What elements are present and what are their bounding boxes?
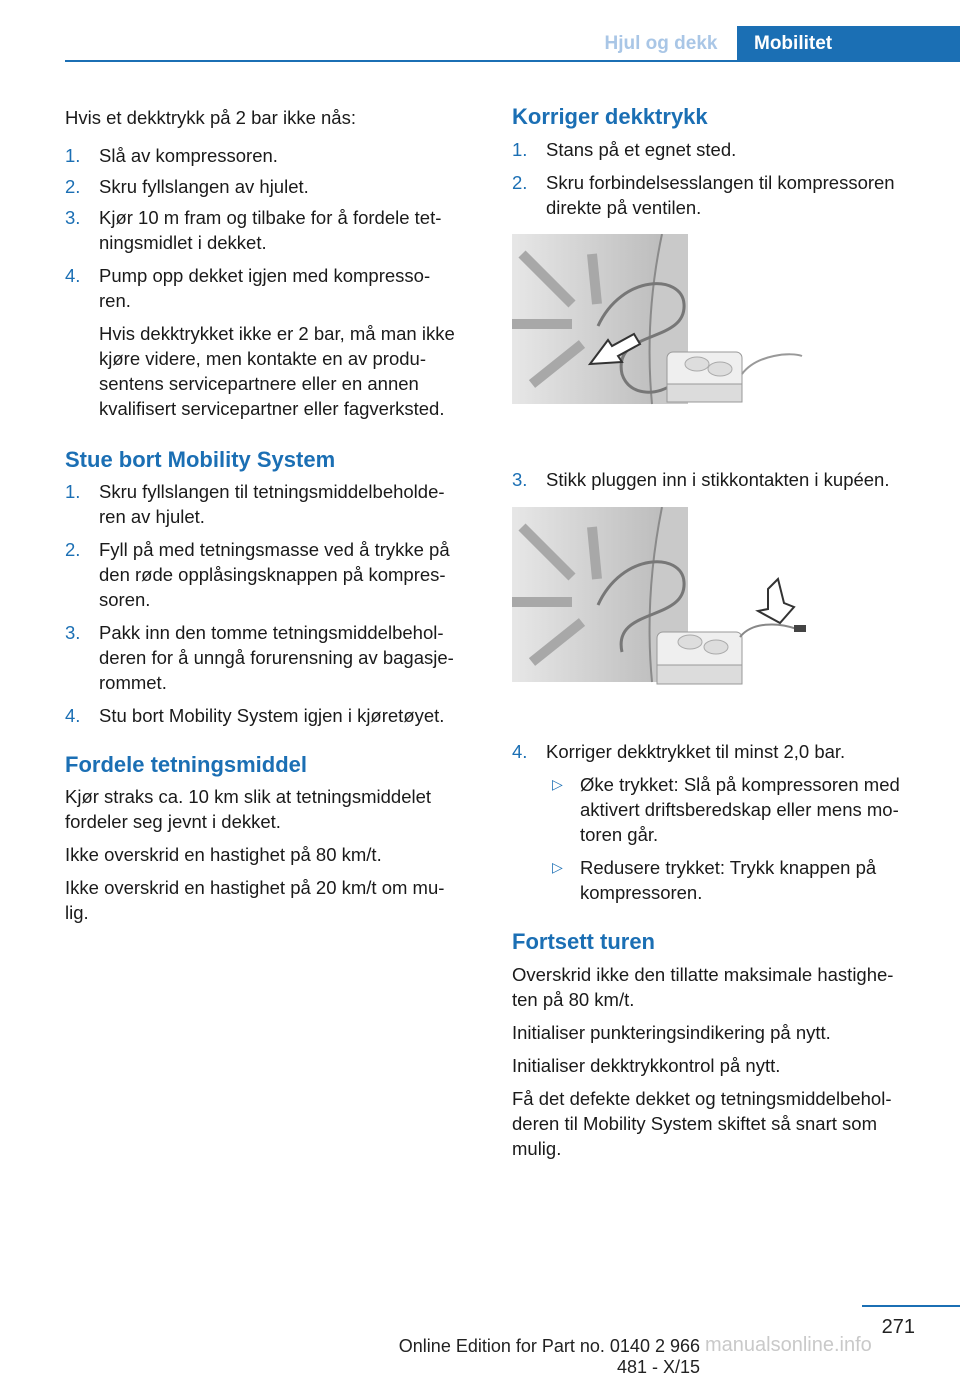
bullet-2-line2: kompressoren. [580,882,703,903]
list2-item-1-line1: Skru fyllslangen til tetningsmiddelbeholde- [99,481,445,502]
list1-item-1: Slå av kompressoren. [99,145,278,166]
bullet-triangle-icon: ▷ [552,776,563,792]
step-num-2: 2. [512,172,528,193]
list2-item-3-line2: deren for å unngå forurensning av bagasje- [99,647,454,668]
distribute-p3-line2: lig. [65,902,89,923]
step-2-line2: direkte på ventilen. [546,197,702,218]
compressor-plug-illustration [512,507,812,692]
list2-num-1: 1. [65,481,81,502]
continue-p4-line3: mulig. [512,1138,562,1159]
list1-num-4: 4. [65,265,81,286]
list2-item-2-line1: Fyll på med tetningsmasse ved å trykke på [99,539,450,560]
list2-num-3: 3. [65,622,81,643]
heading-korriger: Korriger dekktrykk [512,104,708,129]
edition-text: Online Edition for Part no. 0140 2 966 481 - X/15 [398,1336,700,1377]
list1-num-1: 1. [65,145,81,166]
list2-num-2: 2. [65,539,81,560]
heading-fortsett: Fortsett turen [512,929,655,954]
page-number: 271 [881,1316,915,1338]
list2-num-4: 4. [65,705,81,726]
tab-hjul-og-dekk[interactable]: Hjul og dekk [604,33,718,54]
list1-item-4-line2: ren. [99,290,131,311]
note-line-1: Hvis dekktrykket ikke er 2 bar, må man ikke [99,323,455,344]
distribute-p1-line2: fordeler seg jevnt i dekket. [65,811,281,832]
continue-p1-line1: Overskrid ikke den tillatte maksimale hastighe- [512,964,894,985]
list1-num-2: 2. [65,176,81,197]
continue-p1-line2: ten på 80 km/t. [512,989,635,1010]
bullet-triangle-icon: ▷ [552,859,563,875]
list2-item-2-line3: soren. [99,589,151,610]
header-rule [65,60,960,62]
list2-item-4: Stu bort Mobility System igjen i kjøretøyet. [99,705,445,726]
list1-item-3-line1: Kjør 10 m fram og tilbake for å fordele tet- [99,207,442,228]
watermark: manualsonline.info [705,1334,872,1356]
continue-p2: Initialiser punkteringsindikering på nytt. [512,1022,831,1043]
step-num-3: 3. [512,469,528,490]
tab-mobilitet[interactable]: Mobilitet [737,26,960,61]
step-num-4: 4. [512,741,528,762]
list1-item-2: Skru fyllslangen av hjulet. [99,176,309,197]
intro-text: Hvis et dekktrykk på 2 bar ikke nås: [65,107,356,128]
list1-item-4-line1: Pump opp dekket igjen med kompresso- [99,265,431,286]
bullet-2-line1: Redusere trykket: Trykk knappen på [580,857,877,878]
heading-fordele: Fordele tetningsmiddel [65,752,308,777]
compressor-valve-illustration [512,234,812,414]
list2-item-2-line2: den røde opplåsingsknappen på kompres- [99,564,446,585]
step-3-text: Stikk pluggen inn i stikkontakten i kupéen. [546,469,890,490]
note-line-3: sentens servicepartnere eller en annen [99,373,419,394]
note-line-2: kjøre videre, men kontakte en av produ- [99,348,426,369]
continue-p4-line2: deren til Mobility System skiftet så snart som [512,1113,877,1134]
distribute-p2: Ikke overskrid en hastighet på 80 km/t. [65,844,382,865]
continue-p3: Initialiser dekktrykkontrol på nytt. [512,1055,781,1076]
step-num-1: 1. [512,139,528,160]
step-1-text: Stans på et egnet sted. [546,139,737,160]
list1-item-3-line2: ningsmidlet i dekket. [99,232,267,253]
step-4-text: Korriger dekktrykket til minst 2,0 bar. [546,741,846,762]
list2-item-3-line1: Pakk inn den tomme tetningsmiddelbehol- [99,622,444,643]
distribute-p1-line1: Kjør straks ca. 10 km slik at tetningsmiddelet [65,786,432,807]
list2-item-3-line3: rommet. [99,672,167,693]
list2-item-1-line2: ren av hjulet. [99,506,205,527]
bullet-1-line2: aktivert driftsberedskap eller mens mo- [580,799,899,820]
step-2-line1: Skru forbindelsesslangen til kompressoren [546,172,895,193]
footer-rule [862,1305,960,1307]
heading-stue-bort: Stue bort Mobility System [65,447,336,472]
note-line-4: kvalifisert servicepartner eller fagverksted. [99,398,445,419]
bullet-1-line1: Øke trykket: Slå på kompressoren med [580,774,900,795]
bullet-1-line3: toren går. [580,824,659,845]
list1-num-3: 3. [65,207,81,228]
distribute-p3-line1: Ikke overskrid en hastighet på 20 km/t om mu- [65,877,445,898]
continue-p4-line1: Få det defekte dekket og tetningsmiddelbehol- [512,1088,892,1109]
